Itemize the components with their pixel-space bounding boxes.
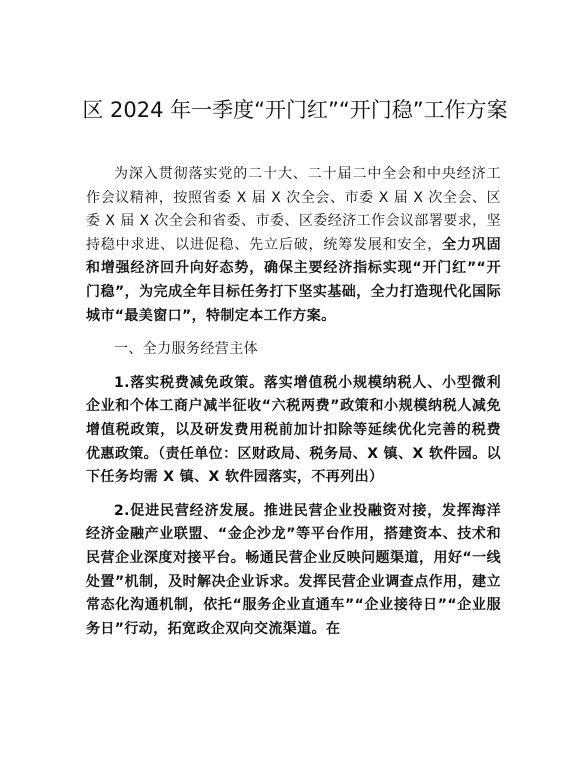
intro-text-b: 全力巩固和增强经济回升向好态势，确保主要经济指标实现“开门红”“开门稳”，为完成全年目标任务打下坚实基础，全力打造现代化国际城市“最美窗口”，特制定本工作方案。	[86, 236, 501, 324]
item-body: 落实增值税小规模纳税人、小型微利企业和个体工商户减半征收“六税两费”政策和小规模纳税人减免增值税政策，以及研发费用税前加计扣除等延续优化完善的税费优惠政策。（责任单位：区财政局、税务局、X 镇、X 软件园。以下任务均需 X 镇、X 软件园落实，不再列出）	[86, 374, 501, 486]
item-lead: 2.促进民营经济发展。	[114, 502, 264, 519]
intro-paragraph	[86, 163, 501, 328]
list-item	[86, 372, 501, 490]
item-lead: 1.落实税费减免政策。	[114, 374, 264, 391]
document-body	[86, 163, 501, 641]
document-title: 区 2024 年一季度“开门红”“开门稳”工作方案	[82, 98, 508, 122]
section-heading: 一、全力服务经营主体	[114, 341, 258, 358]
intro-text-a: 为深入贯彻落实党的二十大、二十届二中全会和中央经济工作会议精神，按照省委 X 届 X 次全会、市委 X 届 X 次全会、区委 X 届 X 次全会和省委、市委、区委经济工作会议部署要求，坚持稳中求进、以进促稳、先立后破，统筹发展和安全，	[86, 166, 501, 253]
list-item	[86, 500, 501, 642]
item-body: 推进民营企业投融资对接，发挥海洋经济金融产业联盟、“金企沙龙”等平台作用，搭建资本、技术和民营企业深度对接平台。畅通民营企业反映问题渠道，用好“一线处置”机制，及时解决企业诉求。发挥民营企业调查点作用，建立常态化沟通机制，依托“服务企业直通车”“企业接待日”“企业服务日”行动，拓宽政企双向交流渠道。在	[86, 502, 501, 637]
